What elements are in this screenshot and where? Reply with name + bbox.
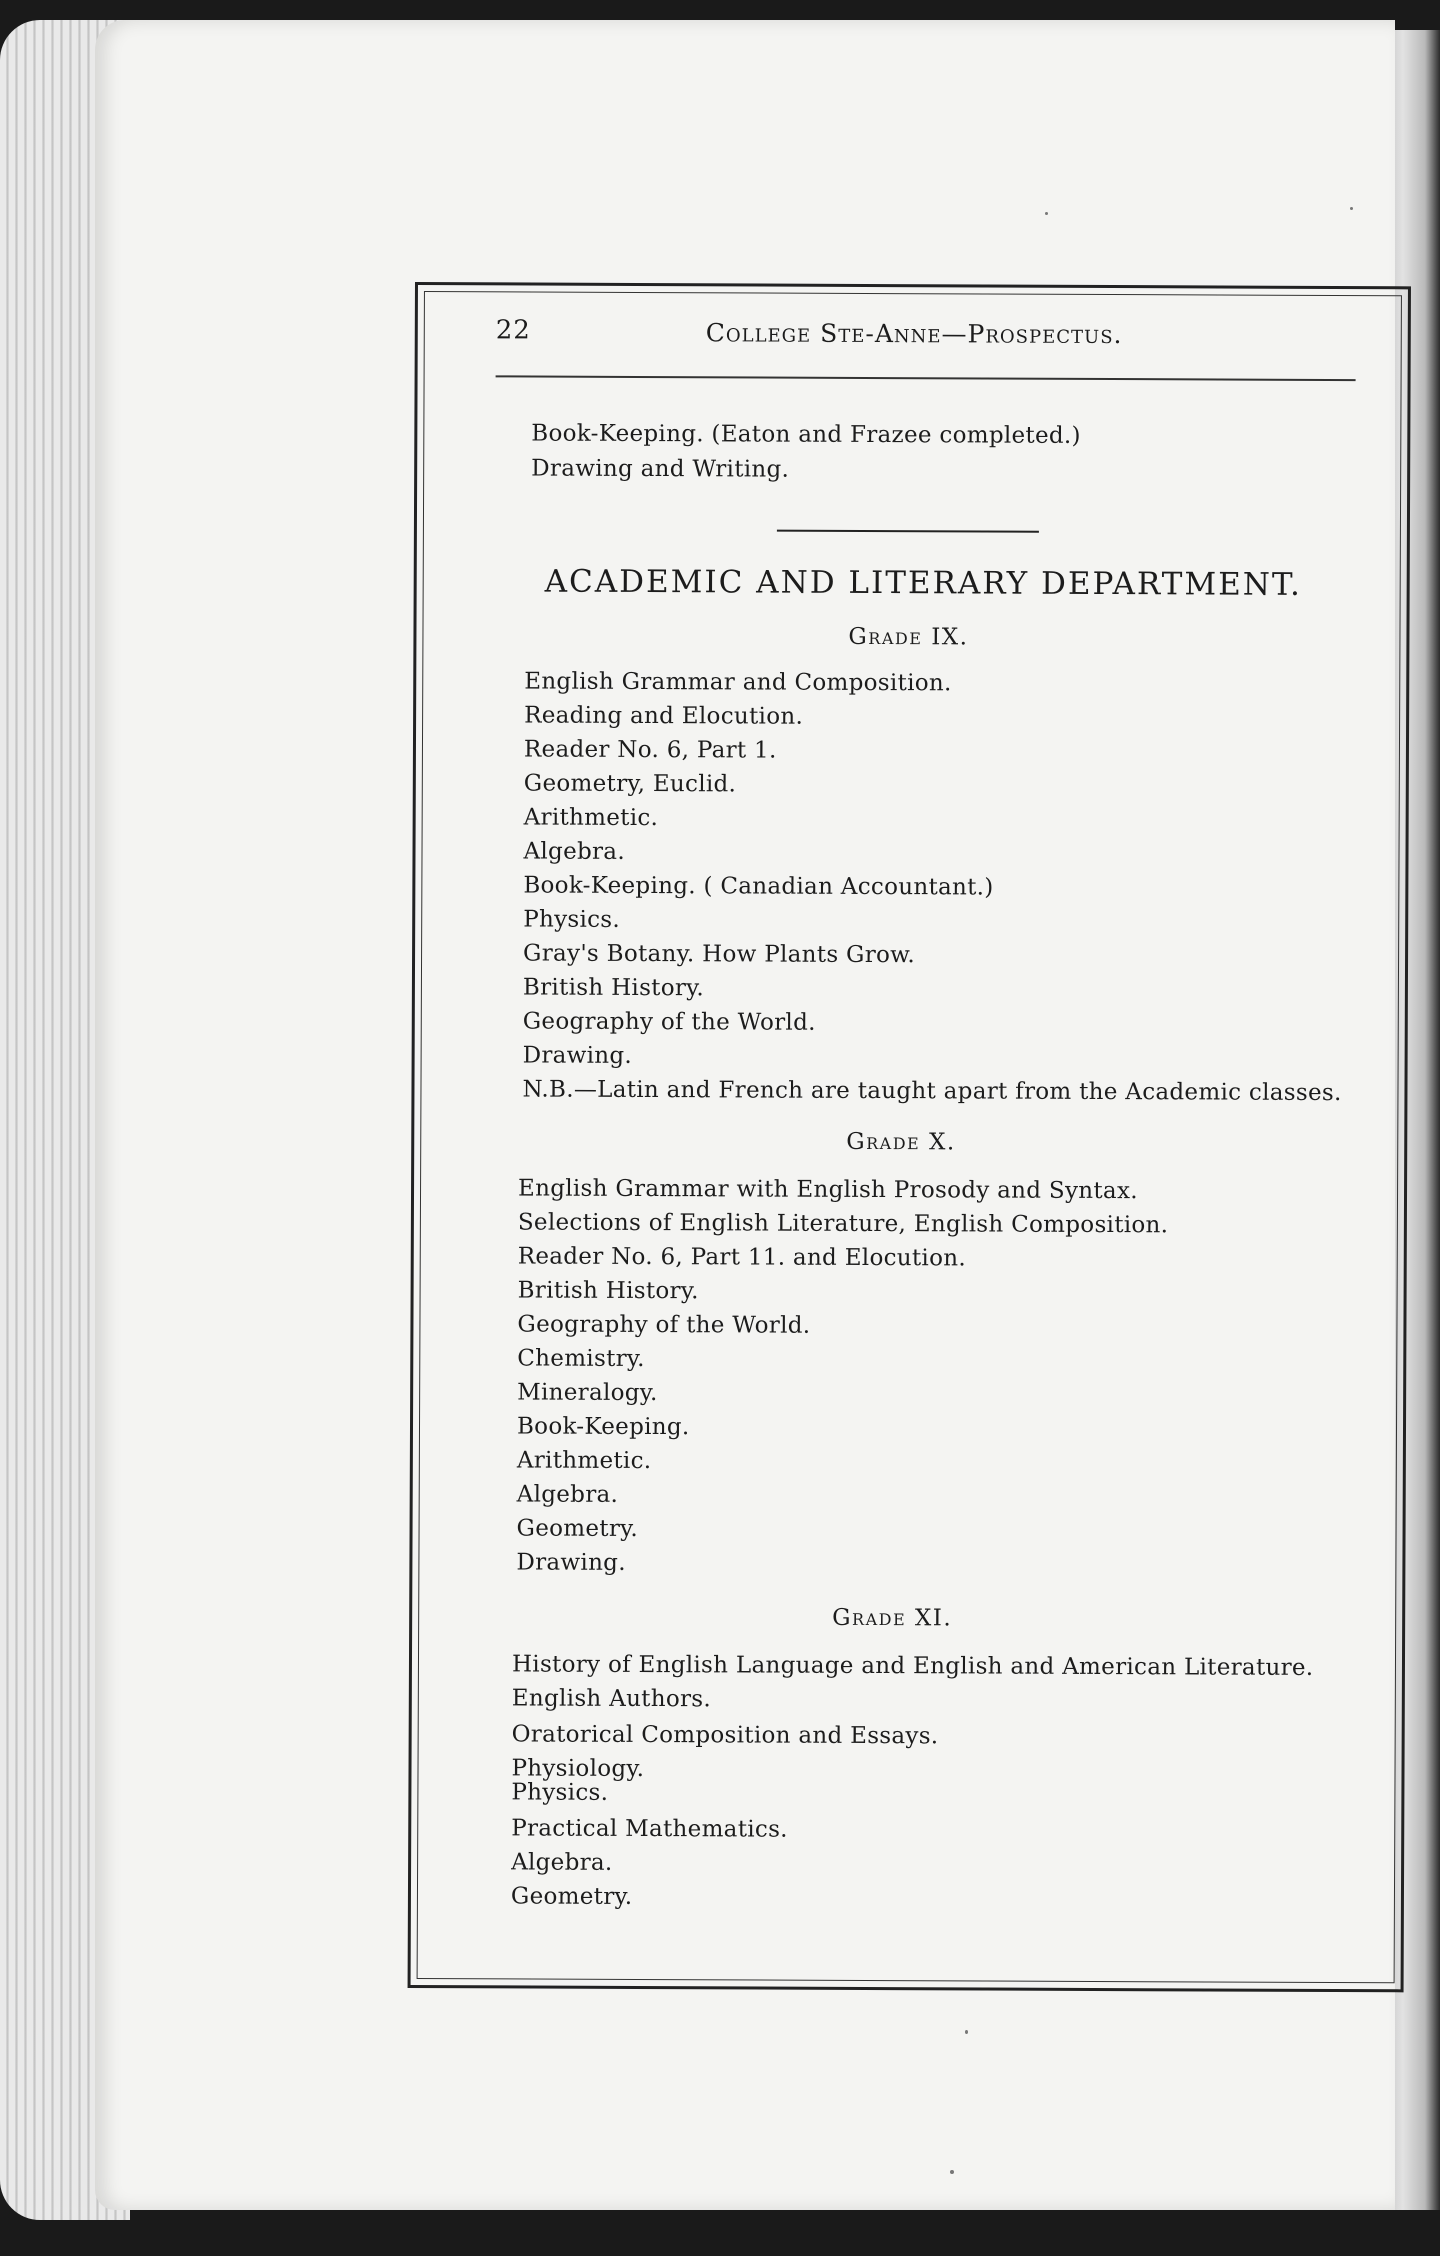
- subject-line: Drawing.: [516, 1549, 626, 1576]
- subject-line: Chemistry.: [517, 1345, 645, 1373]
- speck: [1350, 207, 1353, 210]
- subject-line: Algebra.: [523, 838, 626, 865]
- subject-line: Reading and Elocution.: [524, 702, 804, 730]
- grade-heading: Grade X.: [846, 1128, 956, 1156]
- subject-line: Geography of the World.: [517, 1311, 811, 1339]
- subject-line: Geometry.: [516, 1515, 639, 1542]
- speck: [965, 2030, 968, 2034]
- section-divider: [777, 530, 1039, 533]
- subject-line: Arithmetic.: [523, 804, 659, 832]
- page-number: 22: [495, 315, 531, 346]
- subject-line: British History.: [522, 974, 705, 1002]
- speck: [1045, 212, 1048, 215]
- header-rule: [496, 375, 1356, 381]
- grade-heading: Grade IX.: [848, 623, 969, 651]
- speck: [950, 2170, 954, 2174]
- page-header: [496, 315, 1356, 369]
- subject-line: Arithmetic.: [516, 1447, 652, 1475]
- department-title: ACADEMIC AND LITERARY DEPARTMENT.: [544, 563, 1302, 603]
- book-page: [95, 20, 1395, 2210]
- subject-line: British History.: [517, 1277, 699, 1305]
- running-title: College Ste-Anne—Prospectus.: [705, 318, 1123, 350]
- subject-line: Geometry.: [510, 1883, 633, 1910]
- subject-line: Oratorical Composition and Essays.: [511, 1721, 939, 1750]
- intro-line: Book-Keeping. (Eaton and Frazee completed.): [531, 420, 1081, 449]
- subject-line: Practical Mathematics.: [511, 1815, 788, 1843]
- frame-content: [411, 285, 1408, 1989]
- subject-line: Book-Keeping. ( Canadian Accountant.): [523, 872, 994, 901]
- subject-line: Gray's Botany. How Plants Grow.: [523, 940, 916, 969]
- subject-line: English Grammar and Composition.: [524, 668, 952, 697]
- subject-line: History of English Language and English and American Literature.: [511, 1651, 1314, 1681]
- subject-line: Drawing.: [522, 1042, 633, 1069]
- grade-heading: Grade XI.: [832, 1604, 953, 1632]
- note-line: N.B.—Latin and French are taught apart from the Academic classes.: [522, 1076, 1342, 1107]
- subject-line: Selections of English Literature, English Composition.: [517, 1209, 1169, 1239]
- intro-line: Drawing and Writing.: [531, 455, 790, 483]
- subject-line: Algebra.: [516, 1481, 619, 1508]
- text-frame: [408, 282, 1411, 1992]
- subject-line: Algebra.: [511, 1849, 613, 1876]
- subject-line: Reader No. 6, Part 1.: [523, 736, 777, 764]
- subject-line: Geography of the World.: [522, 1008, 816, 1036]
- subject-line: Mineralogy.: [517, 1379, 658, 1407]
- subject-line: Reader No. 6, Part 11. and Elocution.: [517, 1243, 967, 1272]
- subject-line: English Grammar with English Prosody and Syntax.: [517, 1175, 1138, 1205]
- subject-line: English Authors.: [511, 1685, 712, 1713]
- subject-line: Book-Keeping.: [516, 1413, 690, 1441]
- subject-line: Physics.: [511, 1779, 609, 1806]
- subject-line: Physiology.: [511, 1755, 645, 1783]
- subject-line: Geometry, Euclid.: [523, 770, 737, 798]
- subject-line: Physics.: [523, 906, 621, 933]
